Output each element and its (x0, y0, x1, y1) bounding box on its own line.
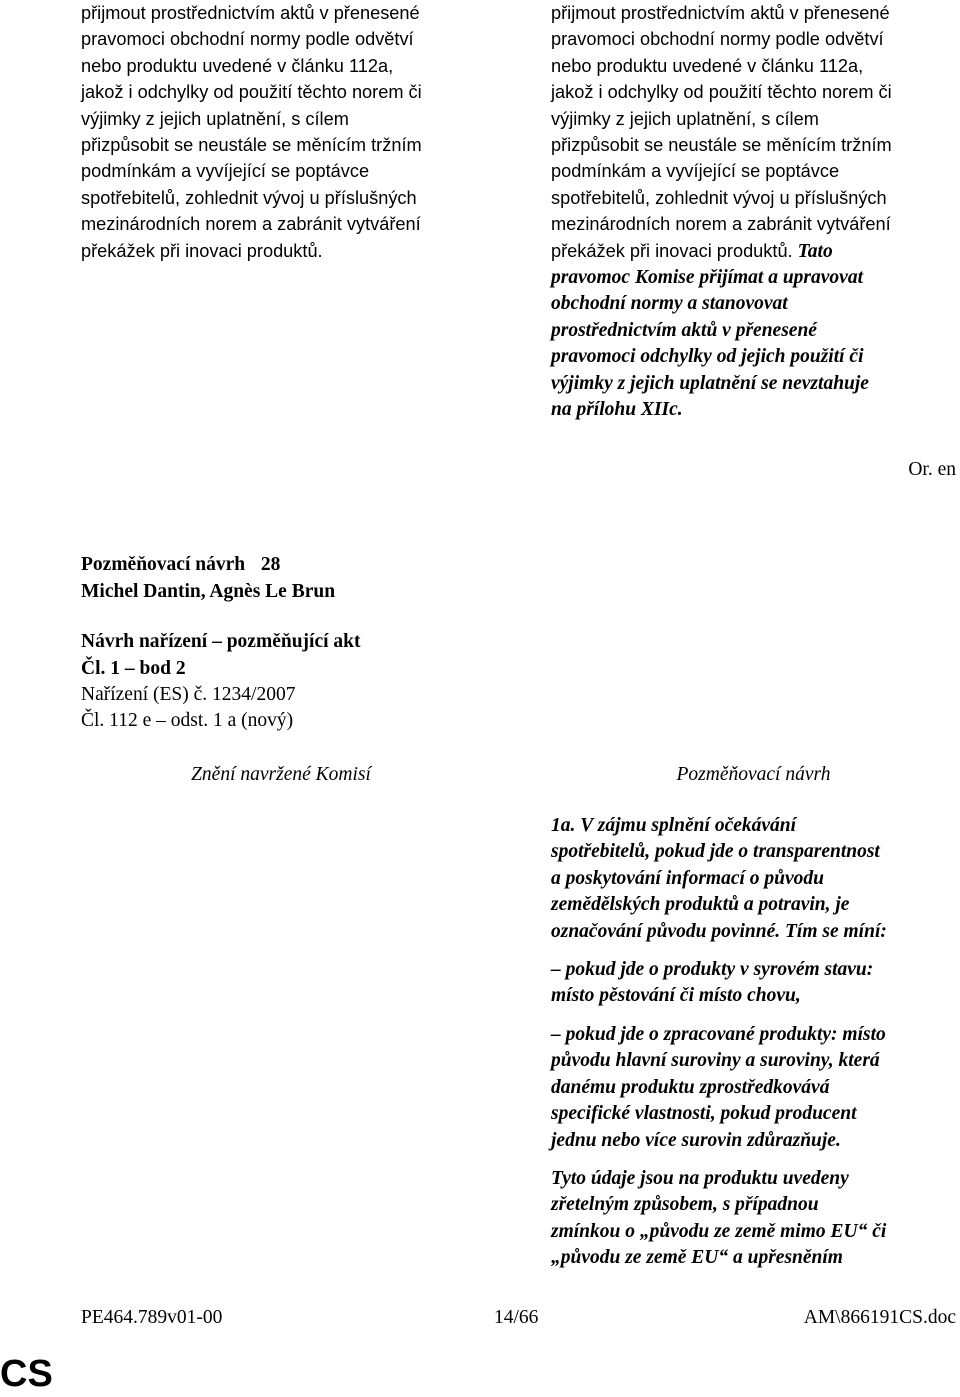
text-line: 1a. V zájmu splnění očekávání (551, 815, 797, 836)
text-line: mezinárodních norem a zabránit vytváření (551, 214, 891, 235)
text-line: jakož i odchylky od použití těchto norem či (81, 82, 422, 103)
text-line: Tyto údaje jsou na produktu uvedeny (551, 1168, 849, 1189)
plain-text: překážek při inovaci produktů. (551, 240, 798, 261)
amendment-number: 28 (260, 554, 281, 575)
amendment-paragraph-info (551, 1166, 956, 1272)
text-line: mezinárodních norem a zabránit vytváření (81, 214, 421, 235)
footer-file-name: AM\866191CS.doc (803, 1307, 956, 1328)
text-line: spotřebitelů, pokud jde o transparentnost (551, 841, 880, 863)
text-line: podmínkám a vyvíjející se poptávce (551, 161, 840, 182)
footer-doc-ref: PE464.789v01-00 (81, 1307, 223, 1328)
text-line-bold: pravomoci odchylky od jejich použití či (551, 346, 864, 368)
text-line-bold: výjimky z jejich uplatnění se nevztahuje (551, 372, 869, 394)
text-line-bold: prostřednictvím aktů v přenesené (551, 319, 817, 341)
text-line: „původu ze země EU“ a upřesněním (551, 1247, 843, 1269)
column-header-amendment: Pozměňovací návrh (676, 764, 831, 785)
text-line: pravomoci obchodní normy podle odvětví (551, 29, 884, 50)
text-line: přizpůsobit se neustále se měnícím tržním (81, 135, 422, 156)
footer-page-number: 14/66 (494, 1307, 539, 1328)
text-line: zřetelným způsobem, s případnou (551, 1194, 819, 1216)
column-header-commission: Znění navržené Komisí (191, 764, 371, 785)
text-line: překážek při inovaci produktů. (81, 240, 323, 261)
language-code: CS (0, 1353, 53, 1395)
text-line-bold: obchodní normy a stanovovat (551, 293, 788, 315)
amendment-authors: Michel Dantin, Agnès Le Brun (81, 581, 336, 602)
amendment-indent-processed (551, 1022, 956, 1154)
text-line: zemědělských produktů a potravin, je (551, 894, 850, 916)
text-line: pravomoci obchodní normy podle odvětví (81, 29, 414, 50)
text-line-mixed (551, 238, 956, 265)
text-line: přijmout prostřednictvím aktů v přenesené (81, 3, 420, 23)
text-line: specifické vlastnosti, pokud producent (551, 1103, 857, 1125)
text-line: spotřebitelů, zohlednit vývoj u příslušných (551, 187, 887, 208)
provision-ref: Čl. 112 e – odst. 1 a (nový) (81, 710, 294, 731)
text-line: zmínkou o „původu ze země mimo EU“ či (551, 1220, 887, 1242)
text-line: podmínkám a vyvíjející se poptávce (81, 161, 370, 182)
amendment-text-top (551, 0, 956, 424)
text-line: nebo produktu uvedené v článku 112a, (81, 55, 394, 76)
commission-text-top (81, 0, 481, 264)
amendment-title (81, 552, 280, 578)
text-line: výjimky z jejich uplatnění, s cílem (81, 108, 349, 129)
text-line-bold: pravomoc Komise přijímat a upravovat (551, 267, 863, 289)
text-line: – pokud jde o produkty v syrovém stavu: (551, 959, 874, 980)
text-line: označování původu povinné. Tím se míní: (551, 920, 887, 942)
text-line: – pokud jde o zpracované produkty: místo (551, 1024, 886, 1045)
bold-italic-text: Tato (797, 240, 833, 262)
text-line: přijmout prostřednictvím aktů v přenesené (551, 3, 890, 23)
text-line: původu hlavní suroviny a suroviny, která (551, 1050, 880, 1072)
text-line: danému produktu zprostředkovává (551, 1076, 830, 1098)
article-ref: Čl. 1 – bod 2 (81, 658, 186, 679)
amendment-indent-raw (551, 957, 956, 1010)
text-line: jakož i odchylky od použití těchto norem či (551, 82, 892, 103)
text-line: jednu nebo více surovin zdůrazňuje. (551, 1129, 841, 1151)
text-line: nebo produktu uvedené v článku 112a, (551, 55, 864, 76)
amendment-paragraph-1a (551, 813, 956, 945)
act-title: Návrh nařízení – pozměňující akt (81, 631, 361, 652)
text-line: výjimky z jejich uplatnění, s cílem (551, 108, 819, 129)
text-line: a poskytování informací o původu (551, 867, 825, 889)
text-line: místo pěstování či místo chovu, (551, 985, 801, 1007)
text-line: spotřebitelů, zohlednit vývoj u příslušných (81, 187, 417, 208)
text-line-bold: na přílohu XIIc. (551, 399, 683, 421)
original-language: Or. en (908, 459, 956, 480)
regulation-ref: Nařízení (ES) č. 1234/2007 (81, 684, 296, 705)
text-line: přizpůsobit se neustále se měnícím tržním (551, 135, 892, 156)
amendment-title-label: Pozměňovací návrh (81, 554, 246, 575)
